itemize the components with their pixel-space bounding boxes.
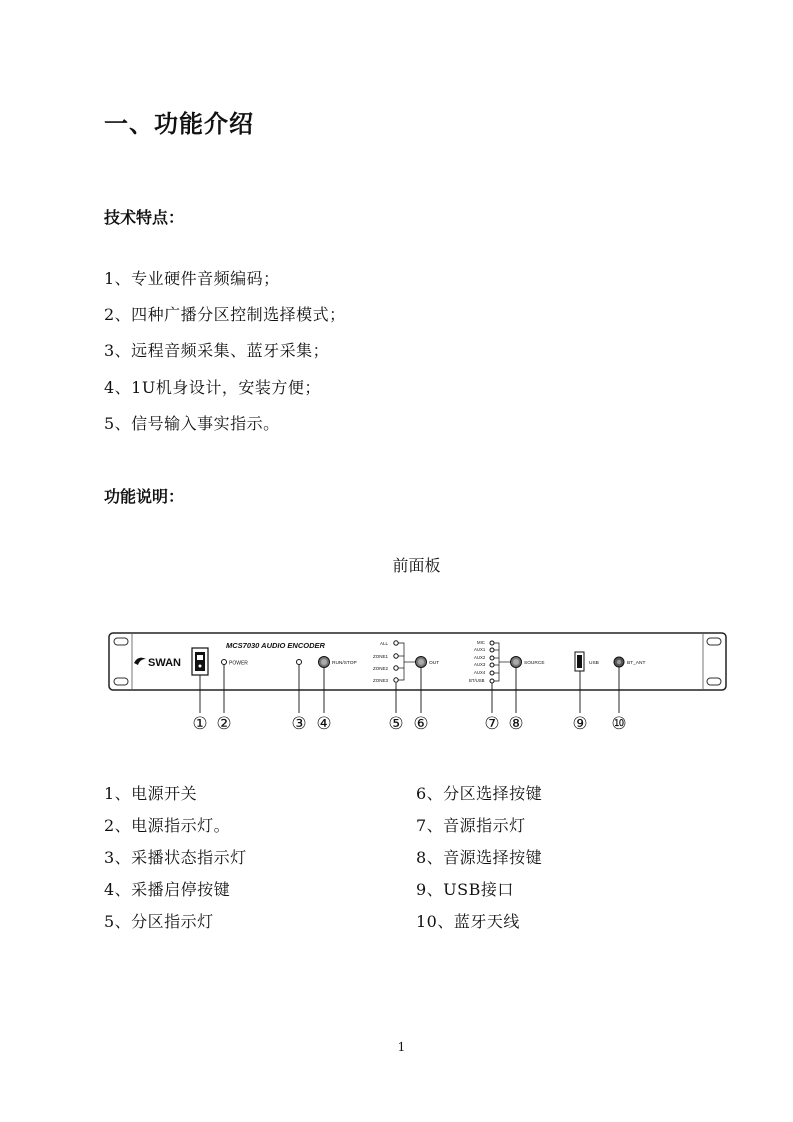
panel-caption: 前面板 (392, 556, 441, 575)
source-led (490, 671, 494, 675)
feature-item: 5、信号输入事实指示。 (104, 414, 280, 433)
source-led (490, 648, 494, 652)
callout-7: ⑦ (484, 714, 500, 733)
zone-led (394, 678, 398, 682)
callout-4: ④ (316, 714, 332, 733)
out-label: OUT (429, 661, 440, 666)
power-switch[interactable] (192, 648, 208, 675)
feature-item: 2、四种广播分区控制选择模式； (104, 305, 346, 324)
callout-8: ⑧ (508, 714, 524, 733)
zone3-label: ZONE3 (373, 678, 389, 683)
zone-led (394, 666, 398, 670)
function-desc-title: 功能说明： (104, 487, 185, 506)
mic-label: MIC (477, 640, 485, 645)
zone-all-label: ALL (380, 641, 389, 646)
brand-text: SWAN (148, 657, 181, 669)
zone1-label: ZONE1 (373, 654, 389, 659)
legend-item: 4、采播启停按键 (104, 880, 231, 899)
model-text: MCS7030 AUDIO ENCODER (226, 641, 325, 650)
legend-item: 5、分区指示灯 (104, 912, 214, 931)
bt-ant-label: BT_ANT (627, 661, 646, 666)
usb-label: USB (589, 661, 599, 666)
legend-item: 10、蓝牙天线 (416, 912, 520, 931)
page-number: 1 (397, 1040, 406, 1054)
power-label: POWER (229, 660, 248, 667)
legend-item: 1、电源开关 (104, 784, 198, 803)
callout-2: ② (216, 714, 232, 733)
legend-item: 7、音源指示灯 (416, 816, 526, 835)
status-led (297, 660, 302, 665)
callout-10: ⑩ (611, 714, 627, 733)
zone2-label: ZONE2 (373, 666, 389, 671)
zone-led (394, 654, 398, 658)
feature-item: 3、远程音频采集、蓝牙采集； (104, 341, 330, 360)
callout-6: ⑥ (413, 714, 429, 733)
source-led (490, 641, 494, 645)
legend-item: 8、音源选择按键 (416, 848, 543, 867)
callout-9: ⑨ (572, 714, 588, 733)
aux2-label: AUX2 (474, 655, 486, 660)
callout-1: ① (192, 714, 208, 733)
page-title: 一、功能介绍 (104, 110, 254, 138)
feature-item: 1、专业硬件音频编码； (104, 269, 280, 288)
legend-item: 9、USB接口 (416, 880, 514, 899)
tech-features-title: 技术特点： (104, 208, 185, 227)
source-led (490, 656, 494, 660)
zone-led (394, 641, 398, 645)
power-led (222, 660, 227, 665)
aux3-label: AUX3 (474, 662, 486, 667)
front-panel-diagram (108, 630, 730, 736)
aux4-label: AUX4 (474, 670, 486, 675)
legend-item: 2、电源指示灯。 (104, 816, 231, 835)
source-led (490, 663, 494, 667)
source-led (490, 679, 494, 683)
callout-5: ⑤ (388, 714, 404, 733)
run-stop-label: RUN/STOP (332, 661, 357, 666)
legend-item: 3、采播状态指示灯 (104, 848, 247, 867)
callout-3: ③ (291, 714, 307, 733)
bt-usb-label: BT/USB (469, 678, 485, 683)
aux1-label: AUX1 (474, 647, 486, 652)
source-label: SOURCE (524, 661, 545, 666)
legend-item: 6、分区选择按键 (416, 784, 543, 803)
feature-item: 4、1U机身设计，安装方便； (104, 378, 321, 397)
